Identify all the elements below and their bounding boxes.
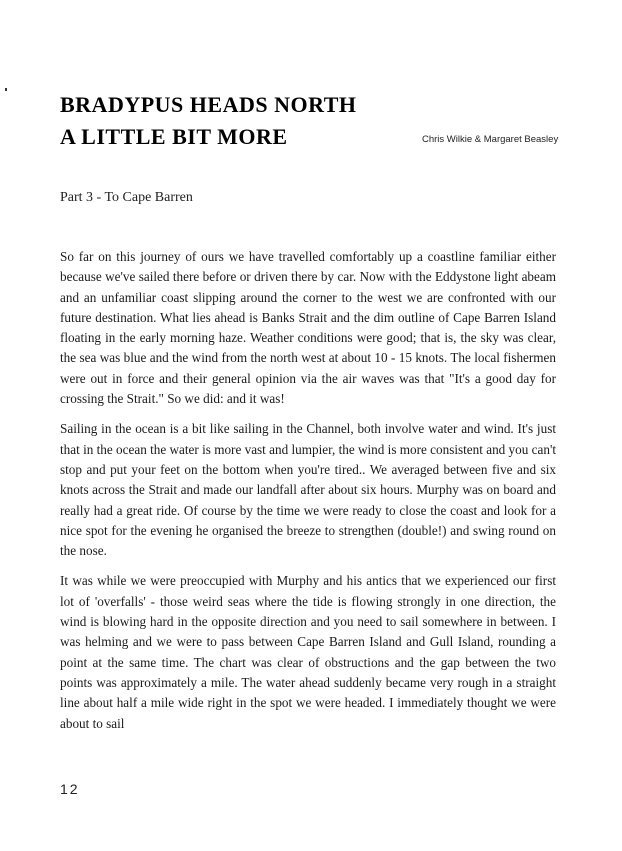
page-number: 12	[60, 781, 80, 797]
article-title-line-1: BRADYPUS HEADS NORTH	[60, 92, 357, 117]
article-authors: Chris Wilkie & Margaret Beasley	[422, 134, 559, 145]
article-body	[60, 247, 556, 744]
scan-speck	[5, 88, 7, 91]
paragraph-2: Sailing in the ocean is a bit like sailing in the Channel, both involve water and wind. It's just that in the ocean the water is more vast and lumpier, the wind is more consistent and you can't stop and put your feet on the bottom when you're tired.. We averaged between five and six knots across the Strait and made our landfall after about six hours. Murphy was on board and really had a great ride. Of course by the time we were ready to close the coast and look for a nice spot for the evening he organised the breeze to strengthen (double!) and swing round on the nose.	[60, 421, 556, 559]
paragraph-1: So far on this journey of ours we have travelled comfortably up a coastline familiar either because we've sailed there before or driven there by car. Now with the Eddystone light abeam and an unfamiliar coast slipping around the corner to the west we are confronted with our future destination. What lies ahead is Banks Strait and the dim outline of Cape Barren Island floating in the early morning haze. Weather conditions were good; that is, the sky was clear, the sea was blue and the wind from the north west at about 10 - 15 knots. The local fishermen were out in force and their general opinion via the air waves was that "It's a good day for crossing the Strait." So we did: and it was!	[60, 249, 556, 407]
article-part-heading: Part 3 - To Cape Barren	[60, 190, 193, 205]
paragraph-3: It was while we were preoccupied with Murphy and his antics that we experienced our first lot of 'overfalls' - those weird seas where the tide is flowing strongly in one direction, the wind is blowing hard in the opposite direction and you need to sail somewhere in between. I was helming and we were to pass between Cape Barren Island and Gull Island, rounding a point at the same time. The chart was clear of obstructions and the gap between the two points was approximately a mile. The water ahead suddenly became very rough in a straight line about half a mile wide right in the spot we were headed. I immediately thought we were about to sail	[60, 573, 556, 731]
article-title-line-2: A LITTLE BIT MORE	[60, 124, 288, 149]
